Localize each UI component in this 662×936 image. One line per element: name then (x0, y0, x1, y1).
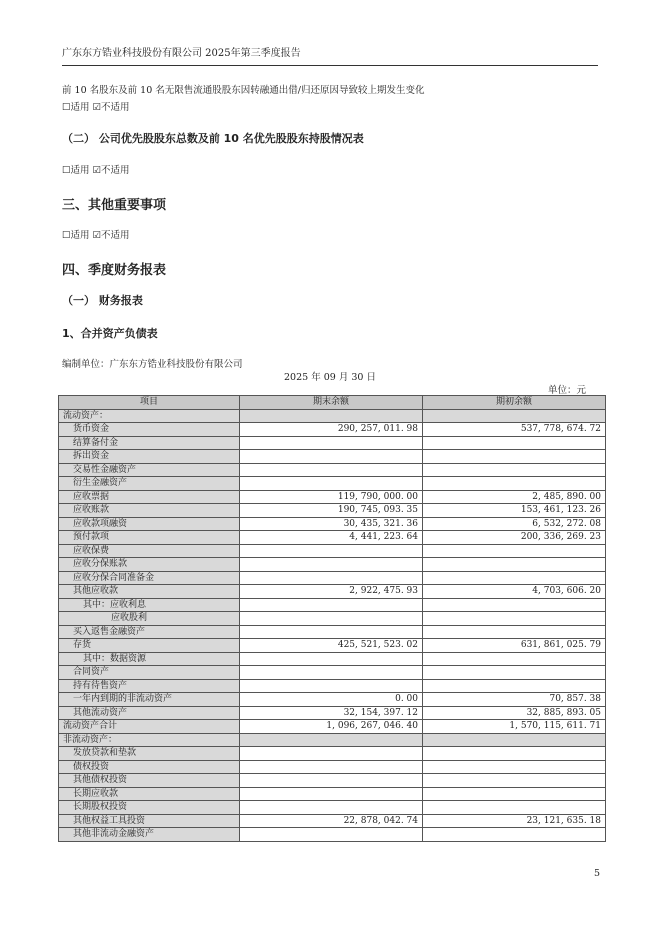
row-period-end-value (240, 544, 423, 558)
section-other-matters-title: 三、其他重要事项 (62, 198, 167, 213)
row-item-label: 应收分保合同准备金 (59, 571, 240, 585)
row-period-end-value (240, 666, 423, 680)
column-header-period-begin: 期初余额 (423, 396, 606, 410)
subsection-balance-sheet-title: 1、合并资产负债表 (62, 327, 158, 340)
row-item-label: 衍生金融资产 (59, 477, 240, 491)
table-row (59, 450, 606, 464)
row-period-end-value (240, 733, 423, 747)
row-period-end-value (240, 477, 423, 491)
column-header-period-end: 期末余额 (240, 396, 423, 410)
row-item-label: 预付款项 (59, 531, 240, 545)
row-item-label: 债权投资 (59, 760, 240, 774)
row-period-begin-value (423, 760, 606, 774)
paragraph-transfer-change: 前 10 名股东及前 10 名无限售流通股股东因转融通出借/归还原因导致较上期发生变化 (62, 85, 425, 96)
row-period-begin-value (423, 436, 606, 450)
table-row (59, 814, 606, 828)
row-period-end-value: 119, 790, 000. 00 (240, 490, 423, 504)
table-row (59, 423, 606, 437)
table-row (59, 436, 606, 450)
row-period-begin-value (423, 787, 606, 801)
table-row (59, 679, 606, 693)
compiler-label: 编制单位：广东东方锆业科技股份有限公司 (62, 359, 243, 370)
row-period-begin-value: 153, 461, 123. 26 (423, 504, 606, 518)
row-period-begin-value: 32, 885, 893. 05 (423, 706, 606, 720)
row-period-begin-value: 2, 485, 890. 00 (423, 490, 606, 504)
row-item-label: 其他流动资产 (59, 706, 240, 720)
report-date: 2025 年 09 月 30 日 (284, 372, 376, 383)
row-period-end-value (240, 558, 423, 572)
row-period-end-value (240, 652, 423, 666)
row-period-begin-value: 537, 778, 674. 72 (423, 423, 606, 437)
table-row (59, 558, 606, 572)
row-item-label: 其他权益工具投资 (59, 814, 240, 828)
row-period-end-value: 1, 096, 267, 046. 40 (240, 720, 423, 734)
row-item-label: 货币资金 (59, 423, 240, 437)
row-period-end-value: 190, 745, 093. 35 (240, 504, 423, 518)
row-period-begin-value: 70, 857. 38 (423, 693, 606, 707)
table-row (59, 666, 606, 680)
row-item-label: 结算备付金 (59, 436, 240, 450)
row-period-begin-value (423, 733, 606, 747)
table-row (59, 409, 606, 423)
row-period-end-value (240, 450, 423, 464)
applicability-checkbox-2: ☐适用 ☑不适用 (62, 165, 130, 176)
balance-sheet-table (58, 395, 606, 842)
row-item-label: 其他应收款 (59, 585, 240, 599)
row-period-begin-value (423, 612, 606, 626)
table-row (59, 531, 606, 545)
table-row (59, 544, 606, 558)
row-period-begin-value (423, 450, 606, 464)
table-row (59, 828, 606, 842)
table-row (59, 733, 606, 747)
row-period-end-value (240, 463, 423, 477)
row-period-begin-value (423, 463, 606, 477)
row-item-label: 一年内到期的非流动资产 (59, 693, 240, 707)
row-period-begin-value (423, 747, 606, 761)
row-item-label: 流动资产： (59, 409, 240, 423)
row-period-end-value (240, 801, 423, 815)
row-period-begin-value (423, 558, 606, 572)
table-row (59, 720, 606, 734)
row-period-begin-value (423, 544, 606, 558)
row-period-end-value (240, 760, 423, 774)
report-header: 广东东方锆业科技股份有限公司 2025年第三季度报告 (62, 44, 598, 66)
row-item-label: 拆出资金 (59, 450, 240, 464)
table-row (59, 760, 606, 774)
row-period-begin-value (423, 652, 606, 666)
row-period-end-value: 32, 154, 397. 12 (240, 706, 423, 720)
row-item-label: 持有待售资产 (59, 679, 240, 693)
row-period-end-value (240, 625, 423, 639)
table-row (59, 625, 606, 639)
table-row (59, 693, 606, 707)
subsection-financial-statements-title: （一） 财务报表 (62, 294, 143, 307)
section-preferred-shareholders-title: （二） 公司优先股股东总数及前 10 名优先股股东持股情况表 (62, 132, 364, 145)
row-period-end-value (240, 436, 423, 450)
row-period-begin-value: 23, 121, 635. 18 (423, 814, 606, 828)
row-period-end-value (240, 571, 423, 585)
row-period-begin-value (423, 477, 606, 491)
row-period-begin-value: 1, 570, 115, 611. 71 (423, 720, 606, 734)
table-row (59, 639, 606, 653)
row-item-label: 应收保费 (59, 544, 240, 558)
row-item-label: 发放贷款和垫款 (59, 747, 240, 761)
row-period-end-value (240, 598, 423, 612)
table-row (59, 801, 606, 815)
table-row (59, 787, 606, 801)
row-period-end-value (240, 787, 423, 801)
table-row (59, 774, 606, 788)
row-period-begin-value (423, 828, 606, 842)
table-row (59, 747, 606, 761)
row-item-label: 其他债权投资 (59, 774, 240, 788)
row-item-label: 应收分保账款 (59, 558, 240, 572)
table-row (59, 504, 606, 518)
applicability-checkbox-1: ☐适用 ☑不适用 (62, 102, 130, 113)
row-period-begin-value: 6, 532, 272. 08 (423, 517, 606, 531)
row-period-end-value (240, 774, 423, 788)
row-period-begin-value: 200, 336, 269. 23 (423, 531, 606, 545)
row-item-label: 非流动资产： (59, 733, 240, 747)
row-period-end-value (240, 747, 423, 761)
row-period-end-value: 290, 257, 011. 98 (240, 423, 423, 437)
page-number: 5 (594, 868, 601, 879)
applicability-checkbox-3: ☐适用 ☑不适用 (62, 230, 130, 241)
row-item-label: 应收款项融资 (59, 517, 240, 531)
table-header-row (59, 396, 606, 410)
column-header-item: 项目 (59, 396, 240, 410)
row-period-end-value: 425, 521, 523. 02 (240, 639, 423, 653)
row-item-label: 合同资产 (59, 666, 240, 680)
row-item-label: 买入返售金融资产 (59, 625, 240, 639)
row-period-end-value: 2, 922, 475. 93 (240, 585, 423, 599)
table-row (59, 490, 606, 504)
row-item-label: 流动资产合计 (59, 720, 240, 734)
row-period-begin-value (423, 666, 606, 680)
table-row (59, 706, 606, 720)
row-period-begin-value: 631, 861, 025. 79 (423, 639, 606, 653)
row-period-begin-value (423, 625, 606, 639)
table-row (59, 585, 606, 599)
table-row (59, 477, 606, 491)
row-item-label: 其中：应收利息 (59, 598, 240, 612)
table-row (59, 517, 606, 531)
row-period-begin-value (423, 679, 606, 693)
row-period-end-value: 22, 878, 042. 74 (240, 814, 423, 828)
row-period-end-value (240, 409, 423, 423)
table-row (59, 652, 606, 666)
row-period-begin-value (423, 801, 606, 815)
row-period-begin-value: 4, 703, 606. 20 (423, 585, 606, 599)
table-row (59, 571, 606, 585)
table-row (59, 598, 606, 612)
row-period-begin-value (423, 774, 606, 788)
row-item-label: 长期股权投资 (59, 801, 240, 815)
row-item-label: 其他非流动金融资产 (59, 828, 240, 842)
row-period-end-value: 0. 00 (240, 693, 423, 707)
row-item-label: 应收股利 (59, 612, 240, 626)
row-period-end-value: 30, 435, 321. 36 (240, 517, 423, 531)
row-item-label: 应收票据 (59, 490, 240, 504)
row-period-end-value (240, 828, 423, 842)
section-financial-statements-title: 四、季度财务报表 (62, 263, 167, 278)
row-item-label: 存货 (59, 639, 240, 653)
row-period-end-value: 4, 441, 223. 64 (240, 531, 423, 545)
currency-unit: 单位：元 (548, 385, 587, 396)
row-period-begin-value (423, 598, 606, 612)
table-row (59, 463, 606, 477)
row-period-end-value (240, 612, 423, 626)
row-item-label: 交易性金融资产 (59, 463, 240, 477)
row-item-label: 应收账款 (59, 504, 240, 518)
row-item-label: 长期应收款 (59, 787, 240, 801)
row-item-label: 其中：数据资源 (59, 652, 240, 666)
row-period-end-value (240, 679, 423, 693)
row-period-begin-value (423, 409, 606, 423)
row-period-begin-value (423, 571, 606, 585)
table-row (59, 612, 606, 626)
